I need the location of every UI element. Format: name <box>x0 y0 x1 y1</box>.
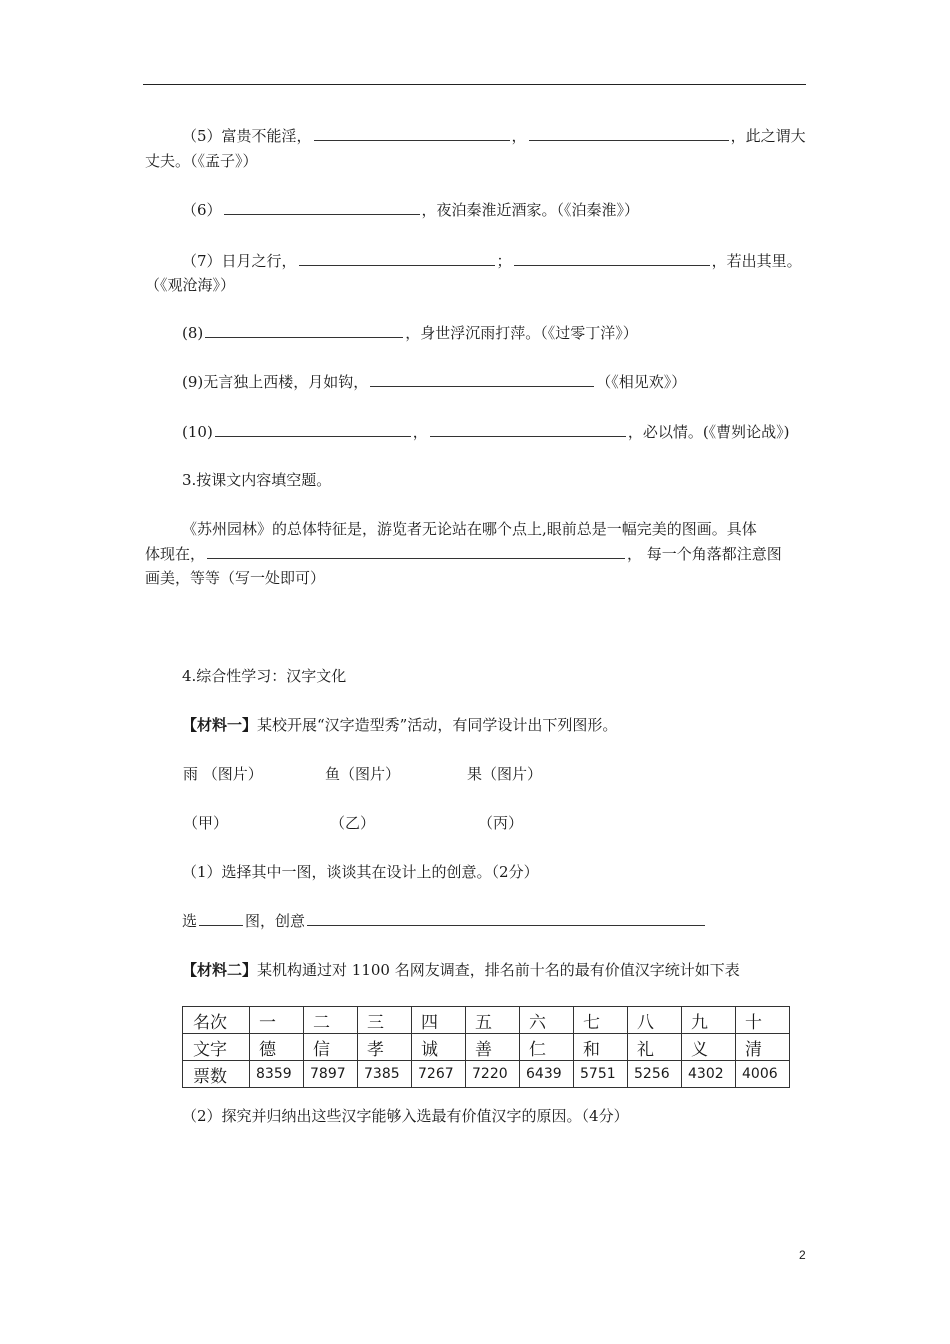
answer-blank[interactable] <box>430 421 626 437</box>
answer-blank[interactable] <box>224 199 420 215</box>
char-cell: 义 <box>682 1034 736 1061</box>
answer-line <box>182 910 707 932</box>
rank-cell: 三 <box>358 1007 412 1034</box>
rank-cell: 四 <box>412 1007 466 1034</box>
char-cell: 和 <box>574 1034 628 1061</box>
char-cell: 仁 <box>520 1034 574 1061</box>
item-8-suffix: ，身世浮沉雨打萍。（《过零丁洋》） <box>405 324 638 342</box>
picture-jia: 雨 （图片） <box>183 765 263 783</box>
answer-blank[interactable] <box>314 125 510 141</box>
table-header-cell: 文字 <box>183 1034 250 1061</box>
answer-blank[interactable] <box>215 421 411 437</box>
char-cell: 孝 <box>358 1034 412 1061</box>
item-8-prefix: (8) <box>182 324 204 342</box>
table-row-rank <box>183 1007 790 1034</box>
item-7-suffix: ，若出其里。 <box>711 252 802 270</box>
picture-bing: 果（图片） <box>467 765 543 783</box>
question-3-line3: 画美，等等（写一处即可） <box>145 569 326 587</box>
item-10-suffix: ，必以情。(《曹刿论战》) <box>627 423 790 441</box>
q3-prefix: 体现在， <box>145 545 206 563</box>
sub-question-1: （1）选择其中一图，谈谈其在设计上的创意。（2分） <box>182 863 539 881</box>
material-1 <box>182 714 617 736</box>
material-2-tag: 【材料二】 <box>182 961 258 979</box>
material-2 <box>182 959 740 981</box>
rank-cell: 八 <box>628 1007 682 1034</box>
rank-cell: 七 <box>574 1007 628 1034</box>
item-6 <box>182 199 639 221</box>
item-9 <box>182 371 686 393</box>
vote-cell: 8359 <box>250 1061 304 1088</box>
table-row-char <box>183 1034 790 1061</box>
table-header-cell: 名次 <box>183 1007 250 1034</box>
answer-blank[interactable] <box>370 371 594 387</box>
value-chars-table <box>182 1006 790 1088</box>
material-1-tag: 【材料一】 <box>182 716 258 734</box>
page-number: 2 <box>799 1248 806 1262</box>
rank-cell: 十 <box>736 1007 790 1034</box>
char-cell: 礼 <box>628 1034 682 1061</box>
q3-suffix: ， 每一个角落都注意图 <box>627 545 782 563</box>
item-8 <box>182 322 638 344</box>
label-yi: （乙） <box>330 814 376 832</box>
vote-cell: 5256 <box>628 1061 682 1088</box>
label-bing: （丙） <box>478 814 524 832</box>
choice-blank[interactable] <box>199 910 243 926</box>
item-9-prefix: (9)无言独上西楼，月如钩， <box>182 373 369 391</box>
table-row-votes <box>183 1061 790 1088</box>
item-5-mid: ， <box>511 127 527 145</box>
rank-cell: 二 <box>304 1007 358 1034</box>
answer-mid: 图，创意 <box>245 912 306 930</box>
rank-cell: 九 <box>682 1007 736 1034</box>
vote-cell: 7385 <box>358 1061 412 1088</box>
answer-blank[interactable] <box>514 250 710 266</box>
rank-cell: 一 <box>250 1007 304 1034</box>
item-5-suffix: ，此之谓大 <box>730 127 806 145</box>
item-7 <box>182 250 802 272</box>
item-6-prefix: （6） <box>182 201 222 219</box>
question-4-heading: 4.综合性学习：汉字文化 <box>182 667 347 685</box>
question-3-heading: 3.按课文内容填空题。 <box>182 471 332 489</box>
vote-cell: 6439 <box>520 1061 574 1088</box>
vote-cell: 5751 <box>574 1061 628 1088</box>
char-cell: 清 <box>736 1034 790 1061</box>
answer-prefix: 选 <box>182 912 198 930</box>
answer-blank[interactable] <box>207 543 625 559</box>
question-3-line1: 《苏州园林》的总体特征是，游览者无论站在哪个点上,眼前总是一幅完美的图画。具体 <box>182 520 757 538</box>
sub-question-2: （2）探究并归纳出这些汉字能够入选最有价值汉字的原因。（4分） <box>182 1107 629 1125</box>
vote-cell: 7897 <box>304 1061 358 1088</box>
item-10-mid: ， <box>412 423 428 441</box>
label-jia: （甲） <box>183 814 229 832</box>
item-6-suffix: ，夜泊秦淮近酒家。（《泊秦淮》） <box>421 201 640 219</box>
header-rule <box>143 84 806 85</box>
item-7-line2: （《观沧海》） <box>145 276 236 294</box>
item-10-prefix: (10) <box>182 423 213 441</box>
question-3-line2 <box>145 543 782 565</box>
rank-cell: 五 <box>466 1007 520 1034</box>
vote-cell: 4302 <box>682 1061 736 1088</box>
answer-blank[interactable] <box>299 250 495 266</box>
material-1-text: 某校开展“汉字造型秀”活动，有同学设计出下列图形。 <box>257 716 618 734</box>
vote-cell: 4006 <box>736 1061 790 1088</box>
item-5-line2: 丈夫。（《孟子》） <box>145 152 258 170</box>
char-cell: 德 <box>250 1034 304 1061</box>
item-7-mid: ； <box>496 252 512 270</box>
item-7-prefix: （7）日月之行， <box>182 252 297 270</box>
char-cell: 善 <box>466 1034 520 1061</box>
item-5-prefix: （5）富贵不能淫， <box>182 127 312 145</box>
answer-blank[interactable] <box>205 322 403 338</box>
material-2-text: 某机构通过对 1100 名网友调查，排名前十名的最有价值汉字统计如下表 <box>257 961 740 979</box>
vote-cell: 7267 <box>412 1061 466 1088</box>
char-cell: 诚 <box>412 1034 466 1061</box>
char-cell: 信 <box>304 1034 358 1061</box>
table-header-cell: 票数 <box>183 1061 250 1088</box>
answer-blank[interactable] <box>529 125 729 141</box>
item-10 <box>182 421 790 443</box>
vote-cell: 7220 <box>466 1061 520 1088</box>
item-9-suffix: （《相见欢》） <box>596 373 687 391</box>
item-5 <box>182 125 806 147</box>
picture-yi: 鱼（图片） <box>325 765 401 783</box>
creativity-blank[interactable] <box>307 910 705 926</box>
rank-cell: 六 <box>520 1007 574 1034</box>
